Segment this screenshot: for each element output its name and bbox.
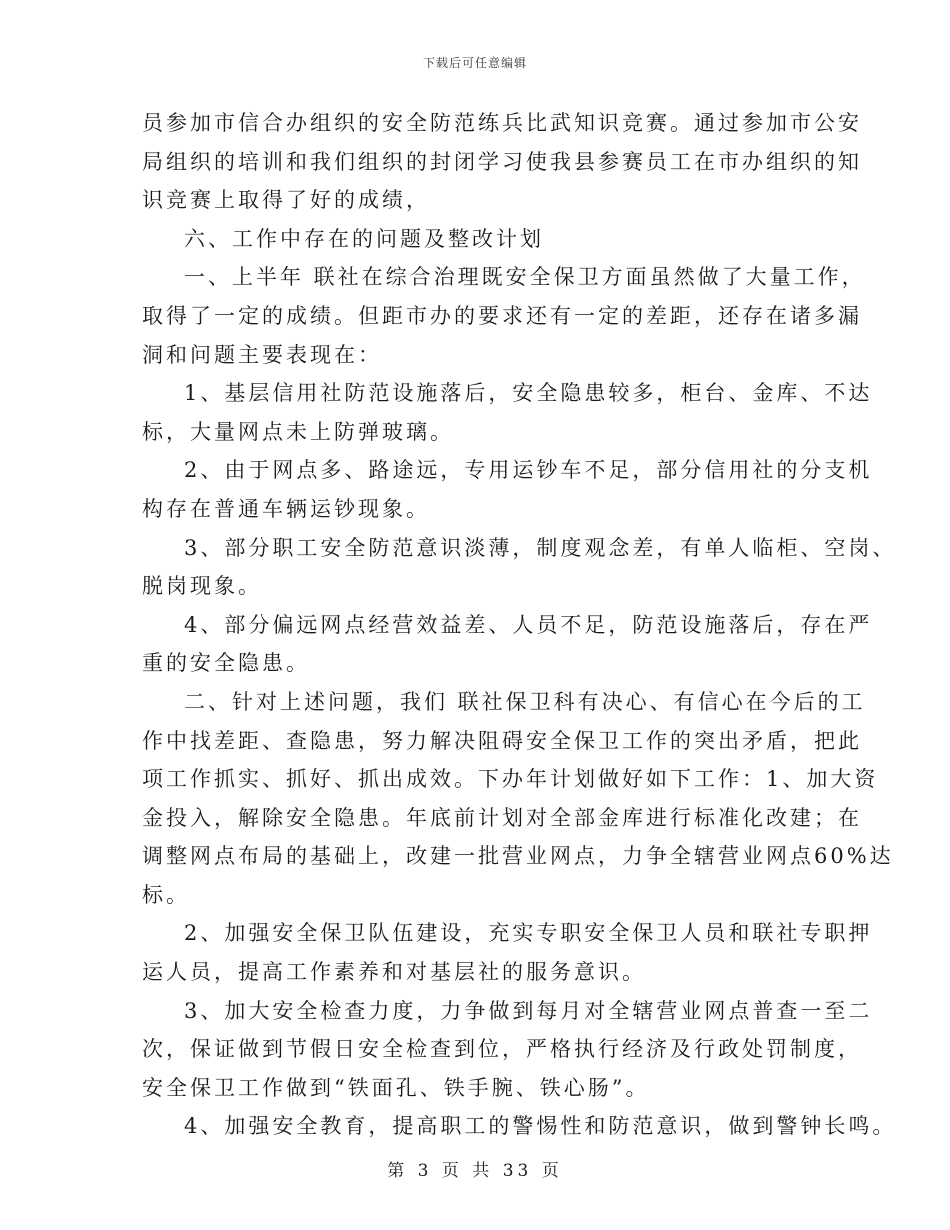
text-line: 项工作抓实、抓好、抓出成效。下办年计划做好如下工作：1、加大资 — [142, 767, 879, 792]
text-line: 一、上半年 联社在综合治理既安全保卫方面虽然做了大量工作， — [184, 265, 866, 290]
text-line: 标，大量网点未上防弹玻璃。 — [142, 419, 454, 444]
text-line: 局组织的培训和我们组织的封闭学习使我县参赛员工在市办组织的知 — [142, 149, 862, 174]
text-line: 安全保卫工作做到“铁面孔、铁手腕、铁心肠”。 — [142, 1075, 650, 1100]
text-line: 2、由于网点多、路途远，专用运钞车不足，部分信用社的分支机 — [184, 458, 873, 483]
text-line: 调整网点布局的基础上，改建一批营业网点，力争全辖营业网点60%达 — [142, 844, 894, 869]
text-line: 3、加大安全检查力度，力争做到每月对全辖营业网点普查一至二 — [184, 998, 873, 1023]
text-line: 4、部分偏远网点经营效益差、人员不足，防范设施落后，存在严 — [184, 612, 873, 637]
text-line: 识竞赛上取得了好的成绩， — [142, 188, 430, 213]
text-line: 金投入，解除安全隐患。年底前计划对全部金库进行标准化改建；在 — [142, 805, 862, 830]
text-line: 作中找差距、查隐患，努力解决阻碍安全保卫工作的突出矛盾，把此 — [142, 728, 862, 753]
document-body — [142, 104, 897, 1146]
page-header-note: 下载后可任意编辑 — [422, 56, 527, 70]
page-number: 第 3 页 共 33 页 — [387, 1161, 563, 1181]
text-line: 重的安全隐患。 — [142, 651, 310, 676]
text-line: 4、加强安全教育，提高职工的警惕性和防范意识，做到警钟长鸣。 — [184, 1114, 897, 1139]
text-line: 员参加市信合办组织的安全防范练兵比武知识竞赛。通过参加市公安 — [142, 111, 862, 135]
text-line: 1、基层信用社防范设施落后，安全隐患较多，柜台、金库、不达 — [184, 381, 873, 406]
text-line: 洞和问题主要表现在： — [142, 342, 382, 367]
text-line: 3、部分职工安全防范意识淡薄，制度观念差，有单人临柜、空岗、 — [184, 535, 897, 560]
text-line: 2、加强安全保卫队伍建设，充实专职安全保卫人员和联社专职押 — [184, 921, 873, 946]
text-line: 二、针对上述问题，我们 联社保卫科有决心、有信心在今后的工 — [184, 689, 866, 714]
text-line: 取得了一定的成绩。但距市办的要求还有一定的差距，还存在诸多漏 — [142, 303, 862, 328]
text-line: 运人员，提高工作素养和对基层社的服务意识。 — [142, 960, 646, 985]
text-line: 标。 — [142, 882, 190, 907]
text-line: 次，保证做到节假日安全检查到位，严格执行经济及行政处罚制度， — [142, 1037, 862, 1062]
text-line: 六、工作中存在的问题及整改计划 — [184, 226, 544, 251]
text-line: 脱岗现象。 — [142, 574, 262, 599]
text-line: 构存在普通车辆运钞现象。 — [142, 496, 430, 521]
